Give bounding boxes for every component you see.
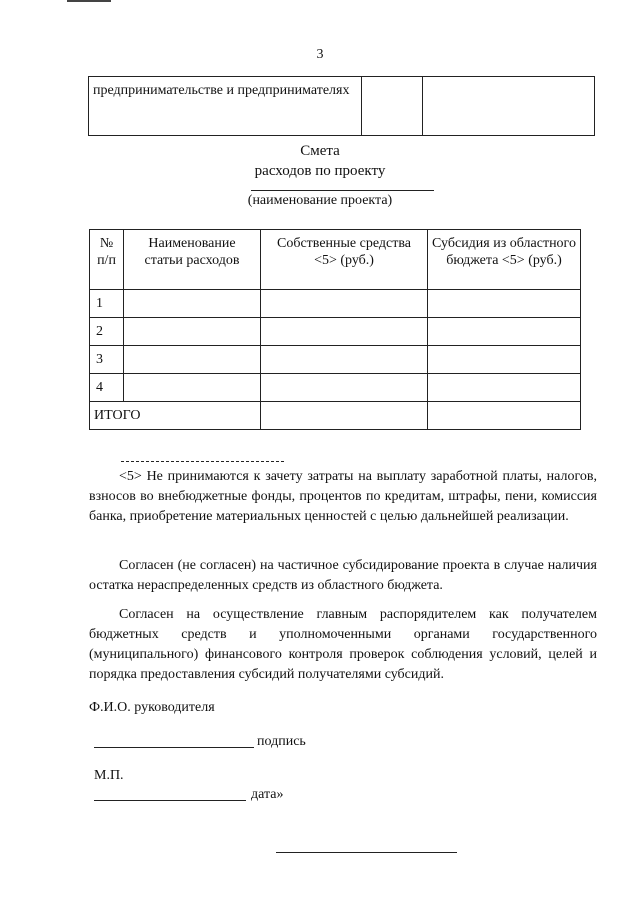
top-edge-rule <box>67 0 111 2</box>
fio-label: Ф.И.О. руководителя <box>89 700 215 715</box>
closing-rule <box>276 852 457 853</box>
table-row <box>90 290 581 318</box>
continuation-table <box>88 76 595 136</box>
project-name-line <box>251 190 434 191</box>
cell-empty <box>124 318 261 346</box>
cell-empty <box>428 402 581 430</box>
cell-empty <box>428 374 581 402</box>
cell-empty <box>261 290 428 318</box>
footnote-separator <box>121 461 284 462</box>
header-own-funds: Собственные средства <5> (руб.) <box>261 230 428 290</box>
cell-empty <box>428 290 581 318</box>
stamp-label: М.П. <box>94 768 124 783</box>
date-line <box>94 800 246 801</box>
table-row <box>90 318 581 346</box>
table-row <box>89 77 595 136</box>
table-header-row <box>90 230 581 290</box>
table-row <box>90 374 581 402</box>
footnote-text: <5> Не принимаются к зачету затраты на выплату заработной платы, налогов, взносов во внебюджетные фонды, процентов по кредитам, штрафы, пени, комиссия банка, приобретение материальных ценностей с целью дальнейшей реализации. <box>89 469 597 524</box>
cell-empty <box>428 318 581 346</box>
row-number: 3 <box>90 346 124 374</box>
cell-empty <box>124 346 261 374</box>
continuation-cell-empty <box>362 77 423 136</box>
header-subsidy: Субсидия из областного бюджета <5> (руб.) <box>428 230 581 290</box>
header-num: № п/п <box>90 230 124 290</box>
continuation-cell-empty <box>423 77 595 136</box>
smeta-heading <box>0 141 640 181</box>
cell-empty <box>124 374 261 402</box>
header-item: Наименование статьи расходов <box>124 230 261 290</box>
signature-label: подпись <box>257 734 306 749</box>
partial-subsidy-agreement: Согласен (не согласен) на частичное субсидирование проекта в случае наличия остатка нераспределенных средств из областного бюджета. <box>89 558 597 593</box>
cell-empty <box>261 318 428 346</box>
table-row <box>90 346 581 374</box>
signature-line <box>94 747 254 748</box>
smeta-subtitle: расходов по проекту <box>254 163 386 179</box>
smeta-title: Смета <box>300 143 340 159</box>
project-name-caption: (наименование проекта) <box>247 193 393 208</box>
cell-empty <box>124 290 261 318</box>
table-total-row <box>90 402 581 430</box>
smeta-table <box>89 229 581 430</box>
date-label: дата» <box>251 787 284 802</box>
cell-empty <box>261 402 428 430</box>
row-number: 1 <box>90 290 124 318</box>
cell-empty <box>428 346 581 374</box>
control-agreement: Согласен на осуществление главным распорядителем как получателем бюджетных средств и уполномоченными органами государственного (муниципального) финансового контроля проверок соблюдения условий, целей и порядка предоставления субсидий получателями субсидий. <box>89 607 597 682</box>
cell-empty <box>261 346 428 374</box>
page-number: 3 <box>316 47 324 62</box>
cell-empty <box>261 374 428 402</box>
total-label: ИТОГО <box>90 402 261 430</box>
row-number: 2 <box>90 318 124 346</box>
continuation-cell-text: предпринимательстве и предпринимателях <box>89 77 362 136</box>
row-number: 4 <box>90 374 124 402</box>
